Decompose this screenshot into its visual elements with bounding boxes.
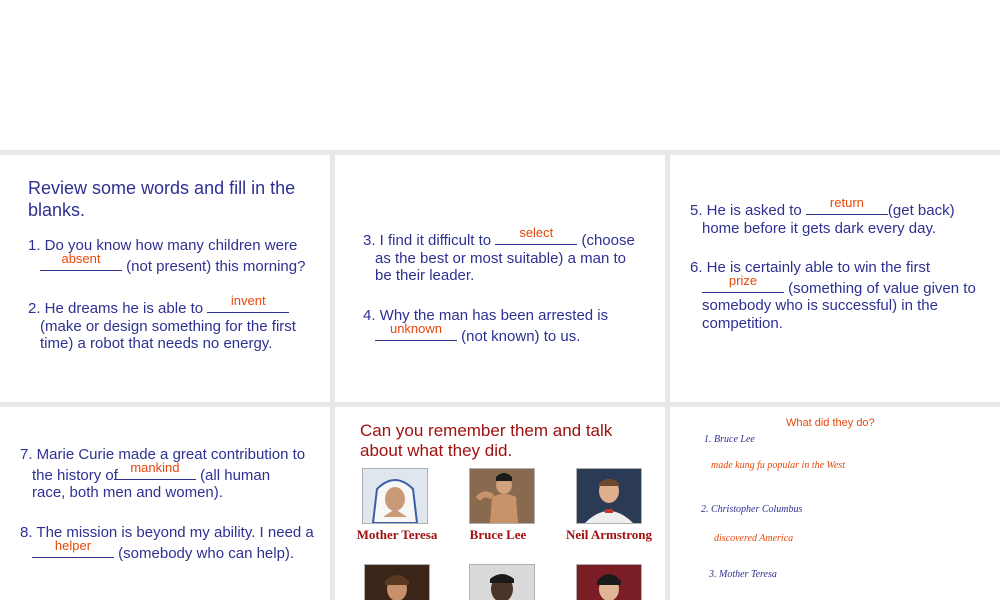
- question-text: be their leader.: [375, 267, 475, 284]
- slide-5[interactable]: [335, 407, 665, 600]
- question-text: 4. Why the man has been arrested is: [363, 307, 609, 324]
- question-text: 5. He is asked to: [690, 202, 802, 219]
- answer-blank: [114, 459, 196, 480]
- person-item: 3. Mother Teresa: [709, 569, 777, 580]
- question-text: (get back): [887, 202, 955, 219]
- slide-heading: What did they do?: [786, 417, 875, 429]
- question-text: (choose: [581, 232, 635, 249]
- person-caption: Neil Armstrong: [565, 527, 653, 542]
- bruce-lee-photo: [469, 468, 535, 524]
- answer-text: unknown: [389, 320, 443, 336]
- question-text: 8. The mission is beyond my ability. I need a: [20, 524, 314, 541]
- question-text: 6. He is certainly able to win the first: [690, 259, 931, 276]
- heading-line: Can you remember them and talk: [360, 421, 613, 440]
- question-text: (not known) to us.: [461, 327, 581, 345]
- slide-heading: [360, 421, 660, 461]
- answer-blank: [32, 537, 114, 558]
- mother-teresa-photo: [362, 468, 428, 524]
- person-caption: Mother Teresa: [356, 527, 438, 542]
- answer-blank: [207, 293, 289, 313]
- heading-line: about what they did.: [360, 441, 513, 460]
- person-item: 2. Christopher Columbus: [701, 504, 803, 515]
- question-text: 1. Do you know how many children were: [28, 237, 298, 254]
- neil-armstrong-photo: [576, 468, 642, 524]
- question-7: [20, 446, 328, 502]
- question-6: [690, 259, 995, 332]
- question-text: (somebody who can help).: [118, 544, 295, 562]
- question-text: 7. Marie Curie made a great contribution to: [20, 446, 306, 463]
- answer-text: select: [519, 225, 554, 240]
- answer-blank: [702, 272, 784, 293]
- question-text: 3. I find it difficult to: [363, 232, 492, 249]
- question-text: (make or design something for the first: [40, 317, 296, 335]
- answer-blank: [495, 225, 577, 245]
- question-text: (not present) this morning?: [126, 257, 306, 275]
- question-text: time) a robot that needs no energy.: [40, 335, 273, 352]
- answer-blank: [40, 250, 122, 271]
- question-1: [28, 237, 328, 275]
- answer-text: absent: [61, 250, 101, 266]
- slide-6[interactable]: [670, 407, 1000, 600]
- question-5: [690, 195, 995, 237]
- answer-text: invent: [230, 293, 266, 308]
- question-text: 2. He dreams he is able to: [28, 300, 204, 317]
- person-answer: made kung fu popular in the West: [711, 460, 846, 471]
- question-4: [363, 307, 663, 345]
- slide-1[interactable]: [0, 155, 330, 402]
- answer-blank: [375, 320, 457, 341]
- answer-text: prize: [728, 272, 758, 288]
- question-text: home before it gets dark every day.: [702, 219, 937, 237]
- slide-title: Review some words and fill in the blanks.: [28, 178, 296, 220]
- slide-2[interactable]: [335, 155, 665, 402]
- question-text: (something of value given to: [788, 279, 976, 297]
- question-8: [20, 524, 328, 562]
- question-text: the history of: [32, 466, 118, 484]
- question-text: competition.: [702, 314, 783, 332]
- elvis-presley-photo: [576, 564, 642, 600]
- question-text: as the best or most suitable) a man to: [375, 249, 626, 267]
- question-text: (all human: [200, 466, 271, 484]
- slide-3[interactable]: [670, 155, 1000, 402]
- christopher-columbus-photo: [364, 564, 430, 600]
- person-caption: Bruce Lee: [469, 527, 527, 542]
- answer-text: helper: [54, 537, 92, 553]
- question-text: race, both men and women).: [32, 484, 223, 501]
- slide-4[interactable]: [0, 407, 330, 600]
- question-2: [28, 293, 328, 353]
- question-3: [363, 225, 663, 285]
- person-answer: discovered America: [714, 533, 794, 544]
- pele-photo: [469, 564, 535, 600]
- person-item: 1. Bruce Lee: [704, 434, 755, 445]
- answer-text: return: [829, 195, 864, 210]
- answer-text: mankind: [130, 459, 180, 475]
- question-text: somebody who is successful) in the: [702, 297, 938, 314]
- answer-blank: [806, 195, 888, 215]
